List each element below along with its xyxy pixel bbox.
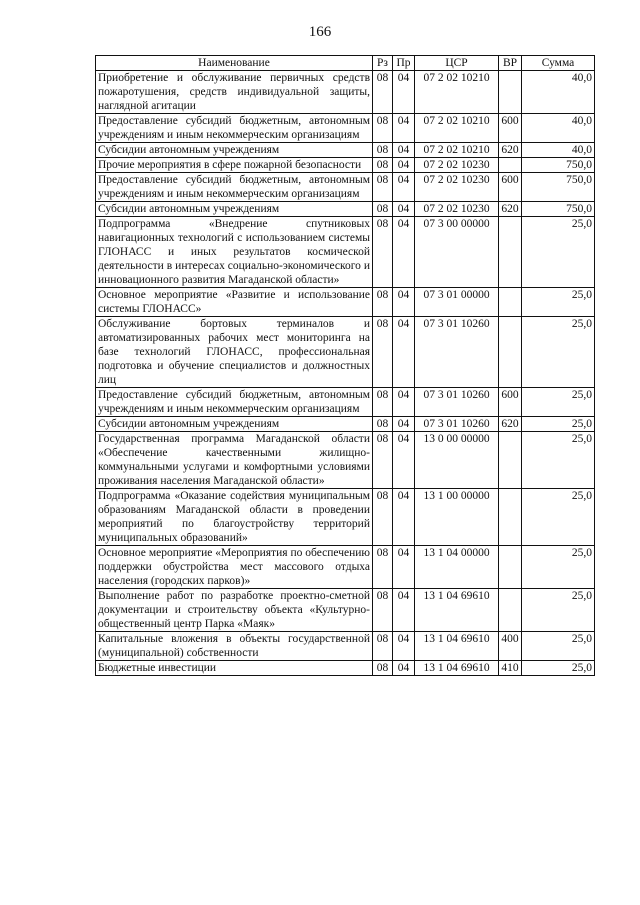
- row-rz: 08: [373, 661, 393, 676]
- row-name: Приобретение и обслуживание первичных средств пожаротушения, средств индивидуальной защиты, наглядной агитации: [96, 71, 373, 114]
- row-sum: 40,0: [522, 114, 595, 143]
- row-rz: 08: [373, 546, 393, 589]
- row-pr: 04: [393, 632, 415, 661]
- row-csr: 07 3 01 10260: [415, 388, 499, 417]
- row-vr: 600: [499, 114, 522, 143]
- row-rz: 08: [373, 388, 393, 417]
- row-pr: 04: [393, 114, 415, 143]
- table-row: [96, 158, 595, 173]
- row-vr: 620: [499, 143, 522, 158]
- row-csr: 07 2 02 10230: [415, 202, 499, 217]
- table-row: [96, 317, 595, 388]
- row-csr: 07 2 02 10210: [415, 143, 499, 158]
- table-row: [96, 202, 595, 217]
- row-name: Выполнение работ по разработке проектно-сметной документации и строительству объекта «Культурно-общественный центр Парка «Маяк»: [96, 589, 373, 632]
- row-vr: 400: [499, 632, 522, 661]
- row-pr: 04: [393, 432, 415, 489]
- row-sum: 750,0: [522, 202, 595, 217]
- row-csr: 07 2 02 10210: [415, 71, 499, 114]
- row-pr: 04: [393, 661, 415, 676]
- row-sum: 40,0: [522, 143, 595, 158]
- row-name: Субсидии автономным учреждениям: [96, 417, 373, 432]
- row-pr: 04: [393, 388, 415, 417]
- row-name: Субсидии автономным учреждениям: [96, 143, 373, 158]
- row-rz: 08: [373, 417, 393, 432]
- row-vr: [499, 546, 522, 589]
- page-number: 166: [308, 24, 332, 40]
- table-row: [96, 288, 595, 317]
- row-csr: 07 3 01 00000: [415, 288, 499, 317]
- row-sum: 25,0: [522, 589, 595, 632]
- row-sum: 25,0: [522, 432, 595, 489]
- row-name: Субсидии автономным учреждениям: [96, 202, 373, 217]
- row-vr: [499, 489, 522, 546]
- row-csr: 07 2 02 10210: [415, 114, 499, 143]
- table-row: [96, 173, 595, 202]
- row-vr: [499, 288, 522, 317]
- row-vr: 600: [499, 388, 522, 417]
- row-vr: [499, 217, 522, 288]
- table-row: [96, 589, 595, 632]
- row-rz: 08: [373, 114, 393, 143]
- row-csr: 07 3 01 10260: [415, 317, 499, 388]
- row-name: Обслуживание бортовых терминалов и автоматизированных рабочих мест мониторинга на базе технологий ГЛОНАСС, профессиональная подготовка и обучение специалистов и должностных лиц: [96, 317, 373, 388]
- header-pr: Пр: [393, 56, 415, 71]
- row-pr: 04: [393, 417, 415, 432]
- row-sum: 25,0: [522, 546, 595, 589]
- row-rz: 08: [373, 632, 393, 661]
- row-name: Прочие мероприятия в сфере пожарной безопасности: [96, 158, 373, 173]
- row-sum: 40,0: [522, 71, 595, 114]
- row-vr: [499, 71, 522, 114]
- table-row: [96, 661, 595, 676]
- row-sum: 750,0: [522, 158, 595, 173]
- row-rz: 08: [373, 217, 393, 288]
- row-name: Предоставление субсидий бюджетным, автономным учреждениям и иным некоммерческим организациям: [96, 388, 373, 417]
- row-pr: 04: [393, 202, 415, 217]
- row-pr: 04: [393, 546, 415, 589]
- row-csr: 07 3 00 00000: [415, 217, 499, 288]
- header-sum: Сумма: [522, 56, 595, 71]
- row-sum: 25,0: [522, 489, 595, 546]
- row-csr: 07 2 02 10230: [415, 173, 499, 202]
- row-sum: 25,0: [522, 388, 595, 417]
- row-sum: 25,0: [522, 317, 595, 388]
- row-rz: 08: [373, 158, 393, 173]
- row-vr: 620: [499, 202, 522, 217]
- row-sum: 25,0: [522, 632, 595, 661]
- table-row: [96, 217, 595, 288]
- row-pr: 04: [393, 143, 415, 158]
- table-row: [96, 632, 595, 661]
- row-pr: 04: [393, 71, 415, 114]
- row-name: Основное мероприятие «Мероприятия по обеспечению поддержки обустройства мест массового отдыха населения (городских парков)»: [96, 546, 373, 589]
- row-name: Предоставление субсидий бюджетным, автономным учреждениям и иным некоммерческим организациям: [96, 114, 373, 143]
- row-csr: 13 1 04 00000: [415, 546, 499, 589]
- row-rz: 08: [373, 288, 393, 317]
- row-csr: 13 1 00 00000: [415, 489, 499, 546]
- row-name: Бюджетные инвестиции: [96, 661, 373, 676]
- row-pr: 04: [393, 217, 415, 288]
- row-csr: 07 3 01 10260: [415, 417, 499, 432]
- row-name: Предоставление субсидий бюджетным, автономным учреждениям и иным некоммерческим организациям: [96, 173, 373, 202]
- row-rz: 08: [373, 143, 393, 158]
- header-rz: Рз: [373, 56, 393, 71]
- table-row: [96, 489, 595, 546]
- table-row: [96, 143, 595, 158]
- header-csr: ЦСР: [415, 56, 499, 71]
- row-vr: [499, 432, 522, 489]
- row-pr: 04: [393, 489, 415, 546]
- row-csr: 13 1 04 69610: [415, 661, 499, 676]
- table-row: [96, 114, 595, 143]
- row-pr: 04: [393, 173, 415, 202]
- row-sum: 25,0: [522, 417, 595, 432]
- row-rz: 08: [373, 432, 393, 489]
- row-name: Основное мероприятие «Развитие и использование системы ГЛОНАСС»: [96, 288, 373, 317]
- row-rz: 08: [373, 589, 393, 632]
- table-row: [96, 388, 595, 417]
- header-vr: ВР: [499, 56, 522, 71]
- row-sum: 25,0: [522, 217, 595, 288]
- row-sum: 25,0: [522, 288, 595, 317]
- row-csr: 07 2 02 10230: [415, 158, 499, 173]
- header-name: Наименование: [96, 56, 373, 71]
- row-vr: [499, 589, 522, 632]
- row-rz: 08: [373, 173, 393, 202]
- row-csr: 13 1 04 69610: [415, 589, 499, 632]
- row-pr: 04: [393, 589, 415, 632]
- row-vr: 410: [499, 661, 522, 676]
- table-row: [96, 546, 595, 589]
- row-vr: 600: [499, 173, 522, 202]
- row-rz: 08: [373, 202, 393, 217]
- row-vr: [499, 317, 522, 388]
- row-pr: 04: [393, 317, 415, 388]
- row-sum: 750,0: [522, 173, 595, 202]
- row-csr: 13 1 04 69610: [415, 632, 499, 661]
- row-rz: 08: [373, 489, 393, 546]
- row-name: Подпрограмма «Внедрение спутниковых навигационных технологий с использованием системы ГЛОНАСС и иных результатов космической деятельности в интересах социально-экономического и инновационного развития Магаданской области»: [96, 217, 373, 288]
- row-rz: 08: [373, 317, 393, 388]
- row-pr: 04: [393, 288, 415, 317]
- row-rz: 08: [373, 71, 393, 114]
- table-row: [96, 71, 595, 114]
- row-name: Капитальные вложения в объекты государственной (муниципальной) собственности: [96, 632, 373, 661]
- table-row: [96, 417, 595, 432]
- row-pr: 04: [393, 158, 415, 173]
- row-name: Подпрограмма «Оказание содействия муниципальным образованиям Магаданской области в проведении мероприятий по благоустройству территорий муниципальных образований»: [96, 489, 373, 546]
- row-name: Государственная программа Магаданской области «Обеспечение качественными жилищно-коммунальными услугами и комфортными условиями проживания населения Магаданской области»: [96, 432, 373, 489]
- row-vr: 620: [499, 417, 522, 432]
- row-csr: 13 0 00 00000: [415, 432, 499, 489]
- row-sum: 25,0: [522, 661, 595, 676]
- table-header-row: [96, 56, 595, 71]
- row-vr: [499, 158, 522, 173]
- budget-table: [95, 55, 595, 676]
- table-row: [96, 432, 595, 489]
